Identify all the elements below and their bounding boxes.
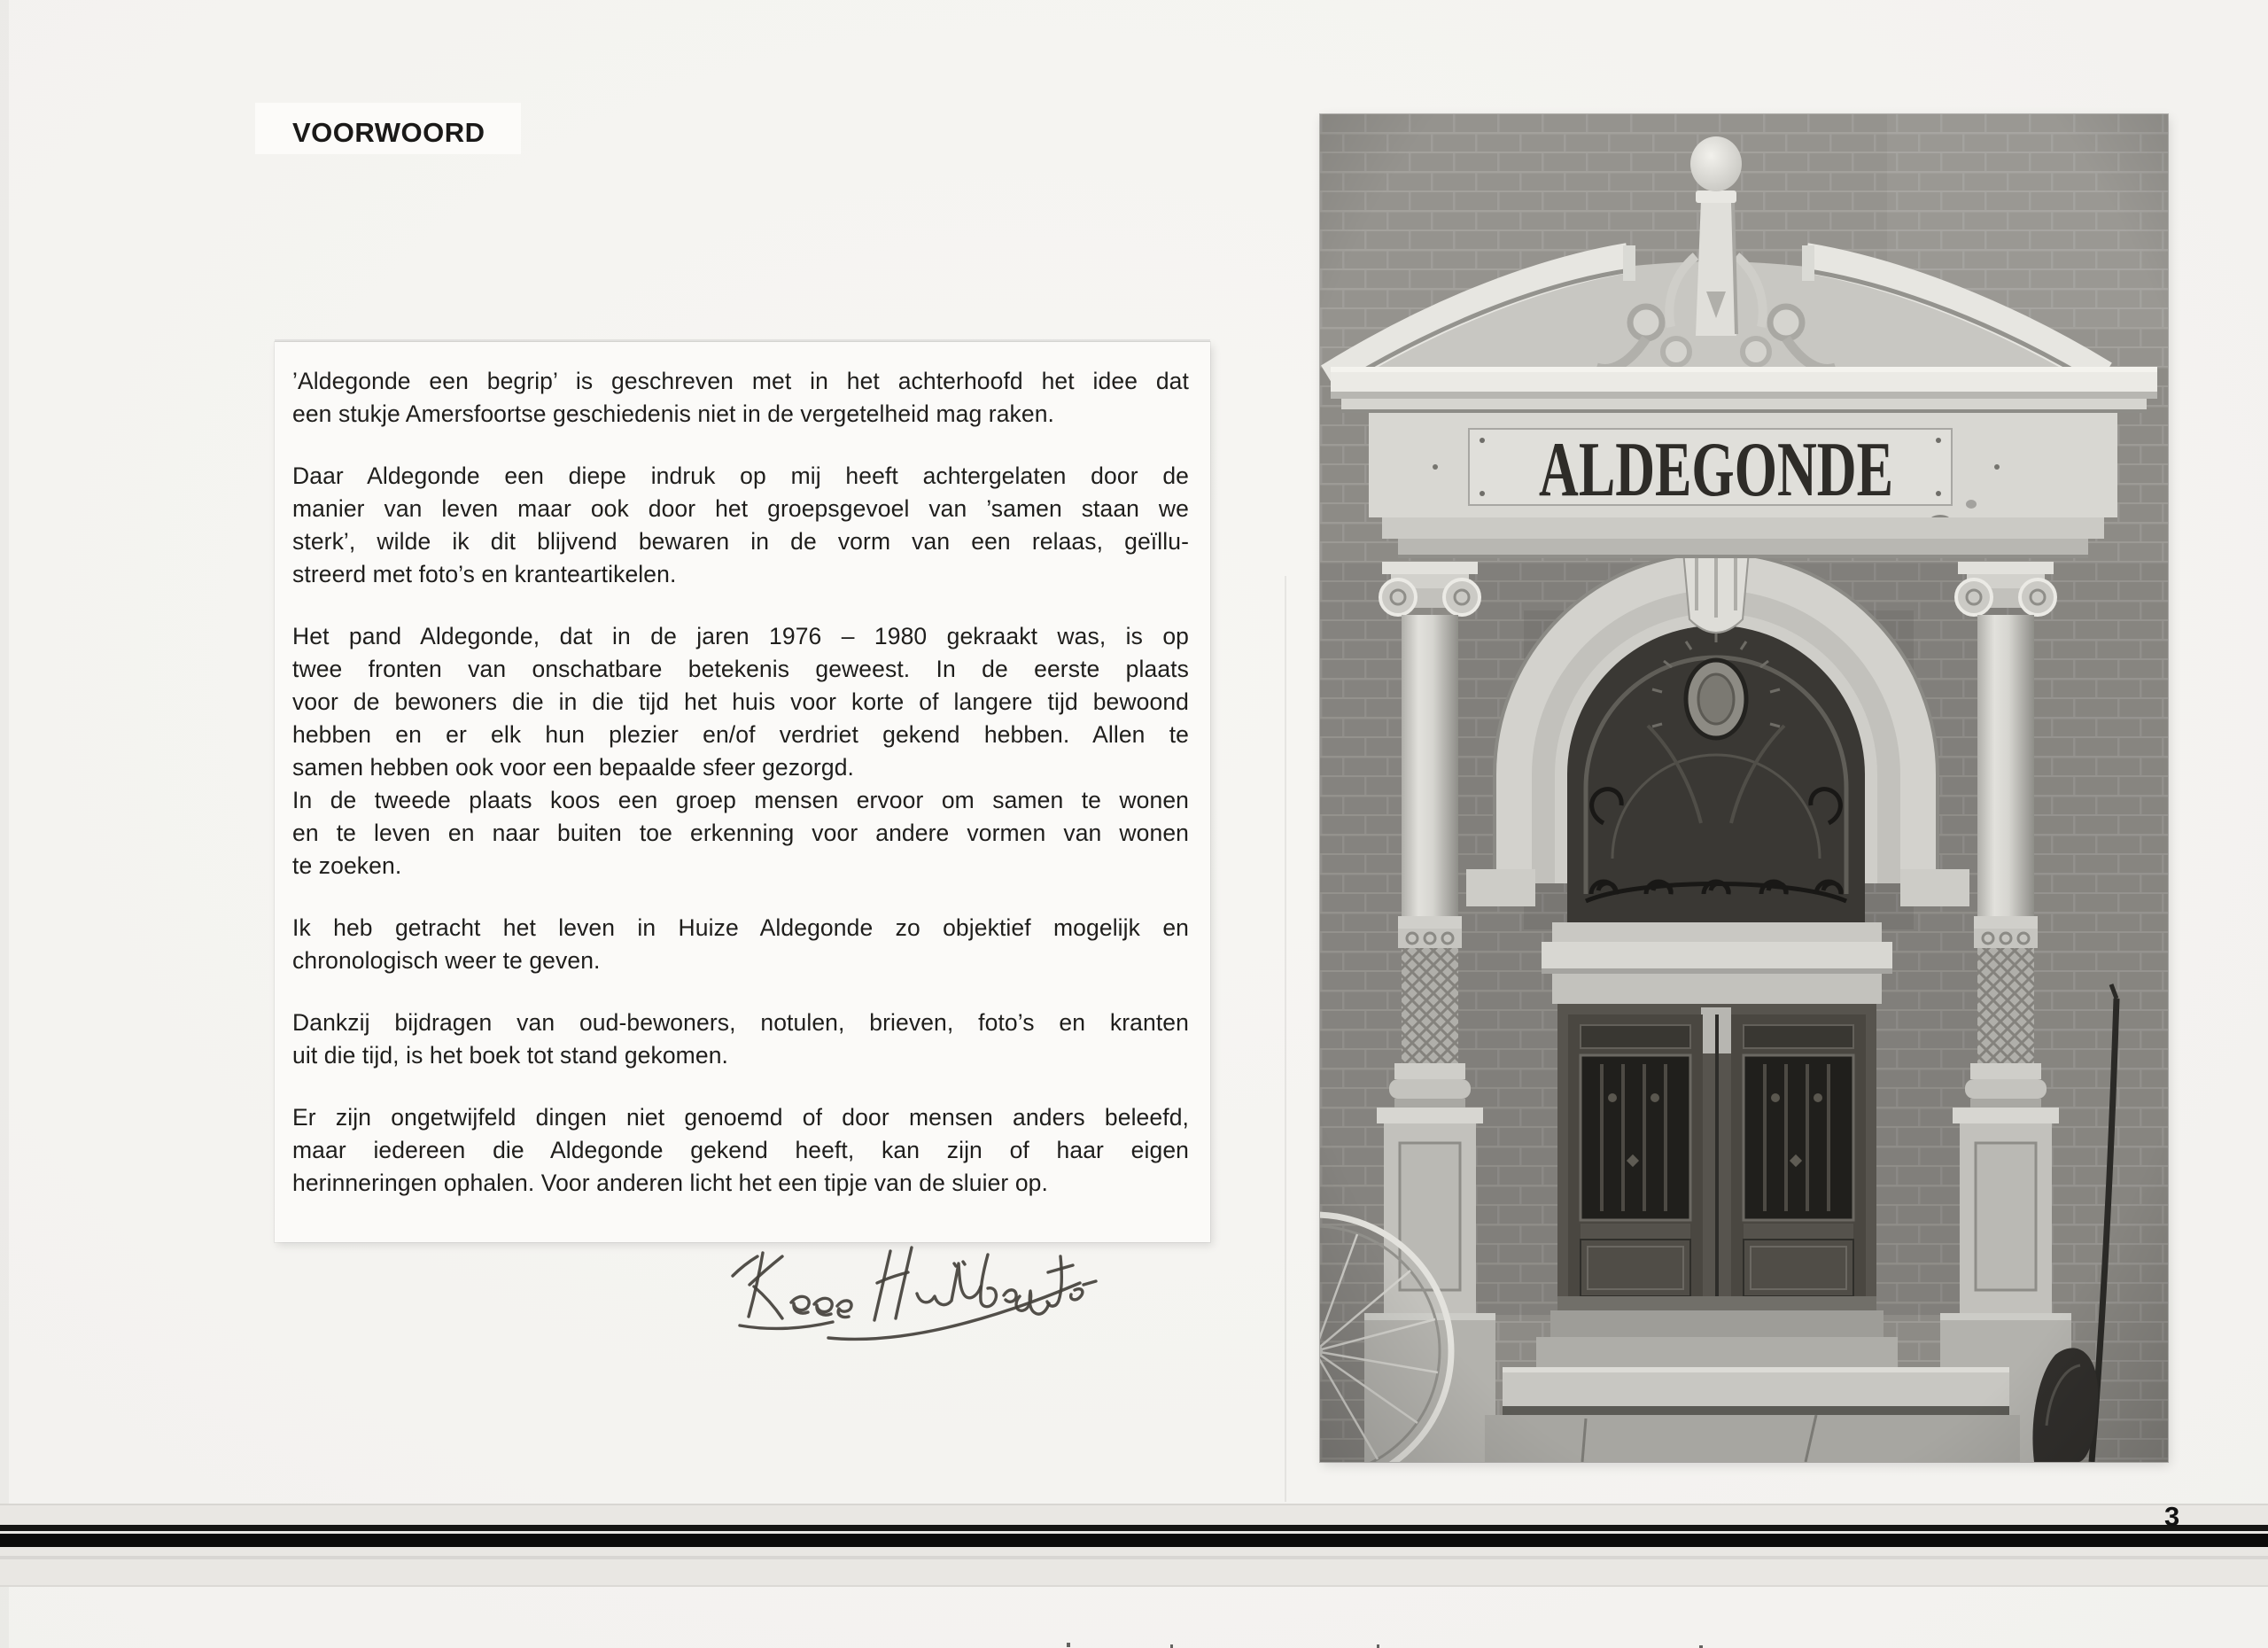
page-number: 3 [2164, 1501, 2180, 1532]
paragraph [292, 620, 1189, 784]
faint-gray-rule [0, 1556, 2268, 1559]
text-line: Het pand Aldegonde, dat in de jaren 1976 – 1980 gekraakt was, is op [292, 623, 1189, 649]
page-title: VOORWOORD [292, 117, 485, 148]
text-line: herinneringen ophalen. Voor anderen licht het een tipje van de sluier op. [292, 1170, 1048, 1196]
text-line: Daar Aldegonde een diepe indruk op mij heeft achtergelaten door de [292, 463, 1189, 489]
text-line: voor de bewoners die in die tijd het huis voor korte of langere tijd bewoond [292, 688, 1189, 715]
footer-rule-band [0, 1504, 2268, 1587]
paragraph [292, 784, 1189, 882]
text-line: streerd met foto’s en kranteartikelen. [292, 561, 677, 587]
photo-vignette [1320, 114, 2168, 1462]
thin-black-rule [0, 1525, 2268, 1531]
text-line: hebben en er elk hun plezier en/of verdriet gekend hebben. Allen te [292, 721, 1189, 748]
text-line: twee fronten van onschatbare betekenis geweest. In de eerste plaats [292, 656, 1189, 682]
scan-speck [1170, 1644, 1173, 1648]
text-line: uit die tijd, is het boek tot stand gekomen. [292, 1042, 728, 1069]
text-line: samen hebben ook voor een bepaalde sfeer gezorgd. [292, 754, 854, 781]
text-line: te zoeken. [292, 852, 402, 879]
text-line: manier van leven maar ook door het groepsgevoel van ’samen staan we [292, 495, 1189, 522]
paragraph [292, 460, 1189, 591]
paragraph [292, 365, 1189, 431]
page-crease [1285, 576, 1286, 1502]
scan-speck [1067, 1643, 1070, 1647]
text-line: Er zijn ongetwijfeld dingen niet genoemd of door mensen anders beleefd, [292, 1104, 1189, 1131]
page-edge-shade [0, 0, 9, 1648]
text-line: sterk’, wilde ik dit blijvend bewaren in de vorm van een relaas, geïllu- [292, 528, 1189, 555]
paragraph [292, 912, 1189, 977]
text-line: chronologisch weer te geven. [292, 947, 601, 974]
text-line: Ik heb getracht het leven in Huize Aldegonde zo objektief mogelijk en [292, 914, 1189, 941]
foreword-paragraphs [292, 365, 1189, 1200]
scan-speck [1377, 1644, 1379, 1648]
foreword-text-sheet [275, 342, 1210, 1242]
text-line: en te leven en naar buiten toe erkenning voor andere vormen van wonen [292, 820, 1189, 846]
text-line: ’Aldegonde een begrip’ is geschreven met in het achterhoofd het idee dat [292, 368, 1189, 394]
signature-kees-huijbregts [722, 1239, 1103, 1349]
paragraph [292, 1007, 1189, 1072]
text-line: maar iedereen die Aldegonde gekend heeft, kan zijn of haar eigen [292, 1137, 1189, 1163]
text-line: een stukje Amersfoortse geschiedenis niet in de vergetelheid mag raken. [292, 400, 1055, 427]
text-line: Dankzij bijdragen van oud-bewoners, notulen, brieven, foto’s en kranten [292, 1009, 1189, 1036]
paragraph [292, 1101, 1189, 1200]
text-line: In de tweede plaats koos een groep mensen ervoor om samen te wonen [292, 787, 1189, 813]
building-entrance-photo [1320, 114, 2168, 1462]
thick-black-rule [0, 1534, 2268, 1547]
